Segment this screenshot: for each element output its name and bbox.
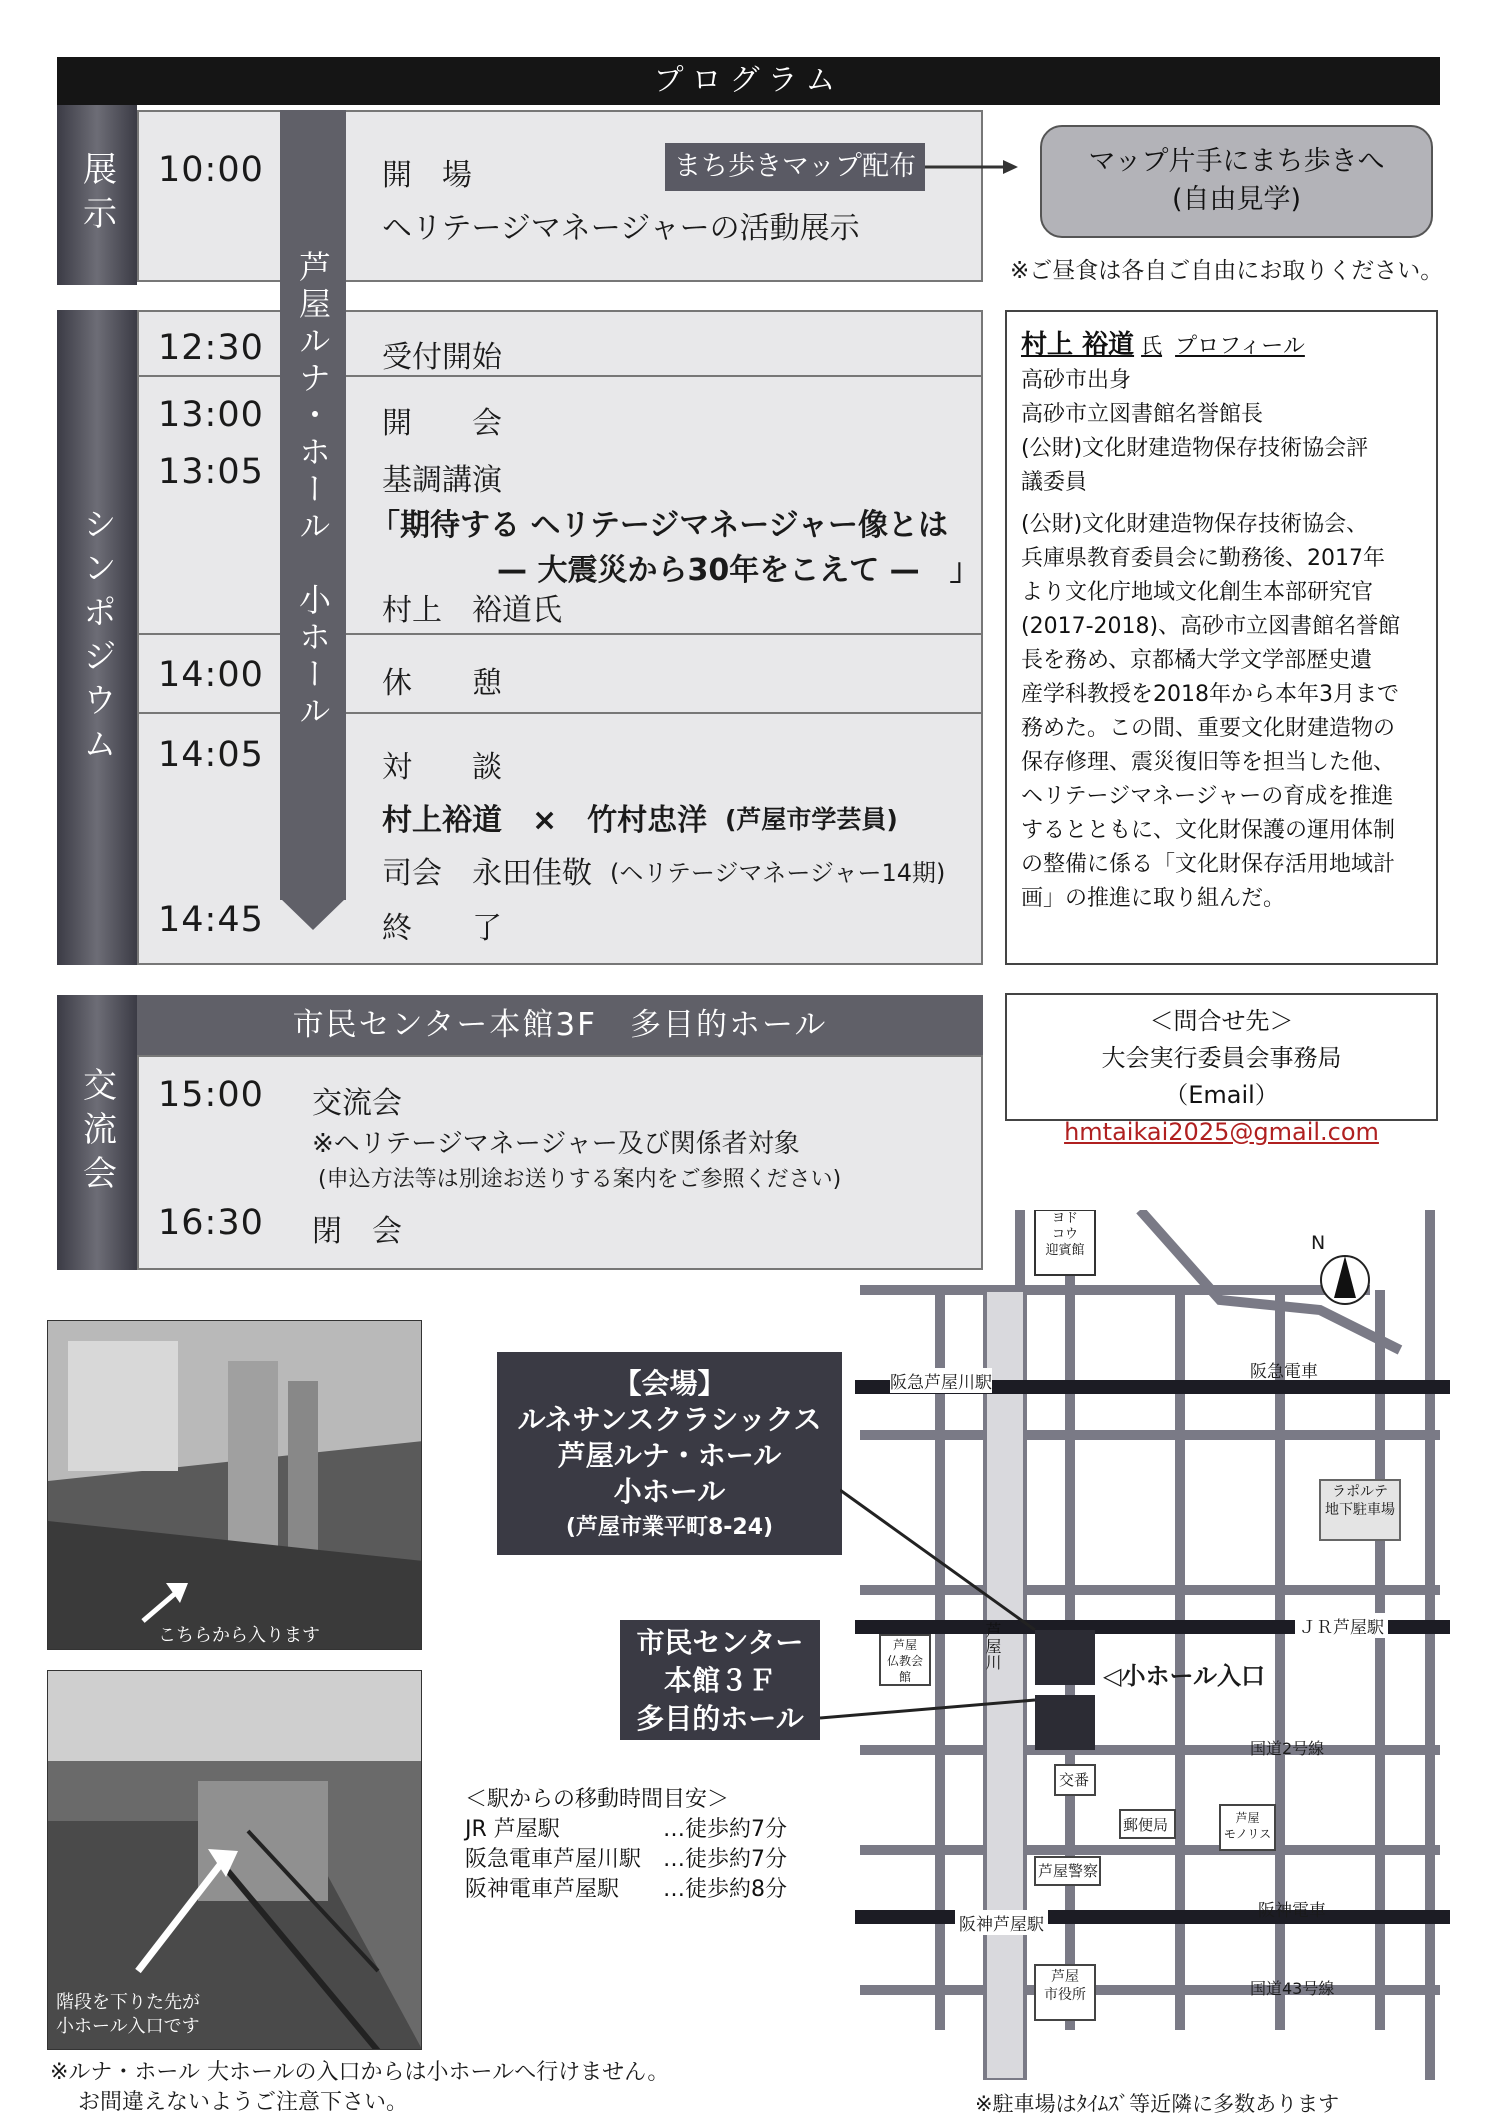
map-monoris: 芦屋 モノリス: [1223, 1811, 1272, 1841]
time-1300: 13:00: [158, 395, 264, 435]
entrance-photo: [47, 1320, 422, 1650]
koryu-note2: (申込方法等は別途お送りする案内をご参照ください): [318, 1167, 842, 1192]
profile-heading: プロフィール: [1175, 334, 1305, 359]
map-walk-note: [1040, 125, 1433, 238]
access-row: [465, 1845, 787, 1875]
profile-line: 高砂市出身: [1021, 368, 1132, 393]
time-1500: 15:00: [158, 1075, 264, 1115]
profile-bio: 画」の推進に取り組んだ。: [1021, 886, 1286, 911]
dialogue-role: (芦屋市学芸員): [725, 805, 898, 834]
email-link[interactable]: hmtaikai2025@gmail.com: [1064, 1118, 1379, 1146]
access-time: …徒歩約7分: [663, 1817, 787, 1842]
venue-line2: ルネサンスクラシックス: [517, 1403, 822, 1436]
access-time: …徒歩約8分: [663, 1877, 787, 1902]
map-laporte: ラポルテ 地下駐車場: [1325, 1484, 1395, 1518]
moderator-role: (ヘリテージマネージャー14期): [610, 859, 946, 887]
map-city-hall: 芦屋 市役所: [1044, 1969, 1086, 2003]
map-hanshin-line: 阪神電車: [1258, 1901, 1326, 1921]
dialogue-text: 対 談: [382, 750, 502, 785]
center-line2: 本館３Ｆ: [663, 1664, 776, 1697]
profile-name: 村上 裕道: [1021, 330, 1135, 360]
stairs-photo: [47, 1670, 422, 2050]
venue-line1: 【会場】: [613, 1367, 726, 1400]
parking-note: ※駐車場はﾀｲﾑｽﾞ等近隣に多数あります: [975, 2092, 1340, 2116]
end-text: 終 了: [382, 911, 502, 946]
email-label: （Email）: [1164, 1081, 1279, 1109]
divider: [137, 712, 983, 714]
center-box: [620, 1620, 820, 1740]
profile-line: 議委員: [1021, 470, 1088, 495]
exhibit-text: ヘリテージマネージャーの活動展示: [382, 211, 860, 246]
time-1630: 16:30: [158, 1203, 264, 1243]
map-hankyu-line: 阪急電車: [1250, 1362, 1318, 1382]
map-church: 芦屋 仏教会館: [886, 1638, 923, 1684]
koryu-text: 交流会: [312, 1086, 402, 1121]
photo-caption-2-line1: 階段を下りた先が: [56, 1992, 200, 2013]
access-station: JR 芦屋駅: [465, 1817, 560, 1842]
contact-title: ＜問合せ先＞: [1149, 1007, 1294, 1035]
access-title: ＜駅からの移動時間目安＞: [465, 1787, 730, 1812]
map-walk-line2: (自由見学): [1171, 184, 1302, 215]
map-jr-station: ＪＲ芦屋駅: [1295, 1613, 1388, 1638]
access-station: 阪急電車芦屋川駅: [465, 1847, 642, 1872]
machi-map-tag: まち歩きマップ配布: [665, 143, 925, 191]
time-1405: 14:05: [158, 735, 264, 775]
map-river: 芦屋川: [983, 1622, 1002, 1670]
koryu-venue: 市民センター本館3F 多目的ホール: [137, 995, 983, 1055]
access-row: [465, 1815, 787, 1845]
access-box: [465, 1785, 787, 1905]
closing-text: 閉 会: [312, 1214, 402, 1249]
section-label-tenji: 展示: [57, 105, 137, 285]
map-post: 郵便局: [1123, 1816, 1169, 1834]
contact-email-row: [1007, 1077, 1436, 1151]
profile-box: [1005, 310, 1438, 965]
map-police: 芦屋警察: [1038, 1862, 1099, 1880]
speaker-name: 村上 裕道氏: [382, 593, 562, 628]
map-walk-line1: マップ片手にまち歩きへ: [1088, 146, 1385, 177]
lecture-title-line2: — 大震災から30年をこえて — 」: [497, 553, 980, 588]
right-arrow-icon: [925, 160, 1018, 174]
profile-bio: するとともに、文化財保護の運用体制: [1021, 818, 1396, 843]
divider: [137, 375, 983, 377]
photo-caption-1: こちらから入ります: [158, 1625, 320, 1646]
profile-suffix: 氏: [1141, 334, 1163, 358]
section-label-symposium: シンポジウム: [57, 310, 137, 965]
venue-pointer: [840, 1480, 1040, 1680]
program-heading: プログラム: [57, 57, 1440, 105]
time-1445: 14:45: [158, 900, 264, 940]
profile-bio: (公財)文化財建造物保存技術協会、: [1021, 512, 1369, 537]
time-1400: 14:00: [158, 655, 264, 695]
koryu-note1: ※ヘリテージマネージャー及び関係者対象: [312, 1129, 800, 1159]
profile-bio: 保存修理、震災復旧等を担当した他、: [1021, 750, 1396, 775]
profile-bio: より文化庁地域文化創生本部研究官: [1021, 580, 1374, 605]
lunch-note: ※ご昼食は各自ご自由にお取りください。: [1010, 258, 1444, 284]
break-text: 休 憩: [382, 666, 502, 701]
moderator: 司会 永田佳敬: [382, 856, 592, 891]
profile-line: 高砂市立図書館名誉館長: [1021, 402, 1264, 427]
profile-bio: 長を務め、京都橘大学文学部歴史遺: [1021, 648, 1373, 673]
reception-text: 受付開始: [382, 340, 502, 375]
map-yodoko: ヨド コウ 迎賓館: [1045, 1211, 1085, 1258]
warning-line2: お間違えないようご注意下さい。: [78, 2090, 409, 2115]
map-hanshin-station: 阪神芦屋駅: [955, 1910, 1048, 1935]
photo-caption-2-line2: 小ホール入口です: [56, 2016, 200, 2037]
warning-line1: ※ルナ・ホール 大ホールの入口からは小ホールへ行けません。: [50, 2060, 670, 2085]
center-pointer: [820, 1690, 1040, 1730]
center-line1: 市民センター: [636, 1626, 804, 1659]
profile-bio: 産学科教授を2018年から本年3月まで: [1021, 682, 1399, 707]
map-north: N: [1311, 1232, 1326, 1254]
contact-org: 大会実行委員会事務局: [1101, 1044, 1342, 1072]
profile-bio: 務めた。この間、重要文化財建造物の: [1021, 716, 1396, 741]
divider: [137, 633, 983, 635]
contact-box: [1005, 993, 1438, 1146]
opening-ceremony-text: 開 会: [382, 406, 502, 441]
profile-title-row: [1021, 328, 1422, 364]
section-label-koryu: 交流会: [57, 995, 137, 1270]
center-line3: 多目的ホール: [636, 1702, 804, 1735]
profile-bio: の整備に係る「文化財保存活用地域計: [1021, 852, 1396, 877]
profile-bio: ヘリテージマネージャーの育成を推進: [1021, 784, 1394, 809]
access-station: 阪神電車芦屋駅: [465, 1877, 620, 1902]
opening-text: 開 場: [382, 158, 472, 193]
map-route43: 国道43号線: [1250, 1979, 1335, 1998]
time-1230: 12:30: [158, 328, 264, 368]
venue-box: [497, 1352, 842, 1555]
profile-bio: (2017-2018)、高砂市立図書館名誉館: [1021, 614, 1401, 639]
profile-line: (公財)文化財建造物保存技術協会評: [1021, 436, 1369, 461]
map-koban: 交番: [1059, 1771, 1090, 1789]
keynote-text: 基調講演: [382, 463, 502, 498]
venue-line4: 小ホール: [613, 1475, 726, 1508]
time-1305: 13:05: [158, 452, 264, 492]
access-row: [465, 1875, 787, 1905]
venue-address: (芦屋市業平町8-24): [565, 1515, 774, 1540]
small-hall-entrance: ◁小ホール入口: [1103, 1662, 1265, 1690]
venue-vertical-label: 芦屋ルナ・ホール 小ホール: [294, 250, 332, 731]
venue-line3: 芦屋ルナ・ホール: [557, 1439, 782, 1472]
building-illustration: [48, 1321, 422, 1650]
time-1000: 10:00: [158, 150, 264, 190]
photo-caption-2: [56, 1991, 200, 2039]
tenji-panel: [137, 110, 983, 282]
dialogue-pair: 村上裕道 × 竹村忠洋: [382, 803, 708, 838]
lecture-title-line1: 「期待する ヘリテージマネージャー像とは: [370, 508, 949, 543]
map-route2: 国道2号線: [1250, 1739, 1325, 1758]
map-hankyu-station: 阪急芦屋川駅: [890, 1368, 992, 1393]
profile-bio: 兵庫県教育委員会に勤務後、2017年: [1021, 546, 1385, 571]
access-time: …徒歩約7分: [663, 1847, 787, 1872]
